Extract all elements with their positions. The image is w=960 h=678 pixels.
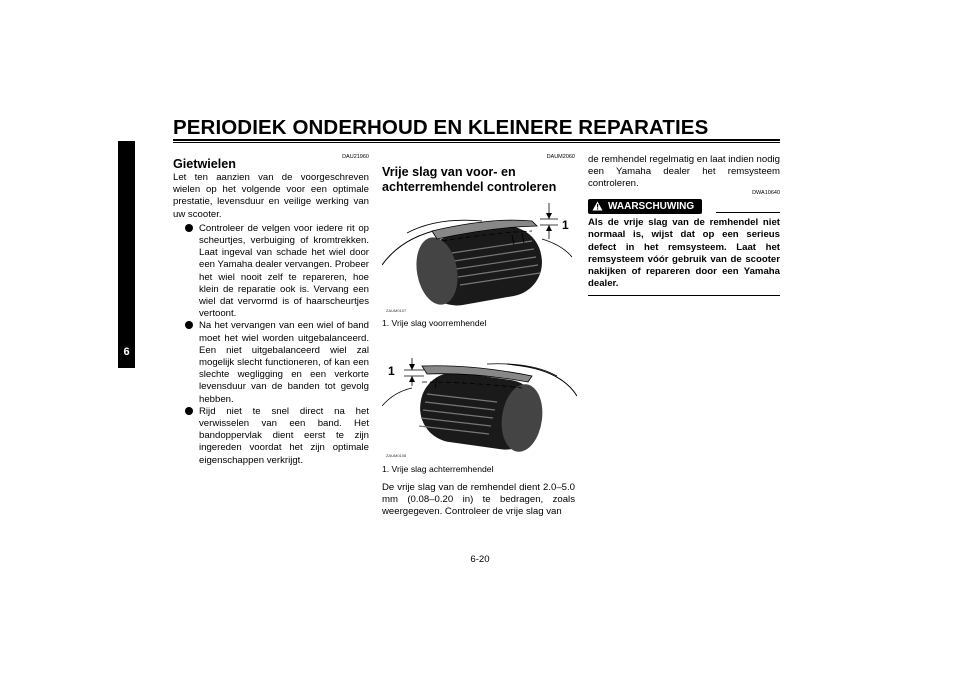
bullet-text: Na het vervangen van een wiel of band moet het wiel worden uitgebalanceerd. Een niet uitgebalanceerd wiel zal mogelijk slecht functioneren, of kan een slechte wegligging en een verkorte levensduur van de banden tot gevolg hebben. — [199, 320, 369, 405]
warning-rule-bottom — [588, 295, 780, 296]
figure-caption: 1. Vrije slag voorremhendel — [382, 318, 487, 328]
section-heading-gietwielen: Gietwielen — [173, 157, 236, 171]
intro-paragraph: Let ten aanzien van de voorgeschreven wielen op het volgende voor een optimale prestatie, levensduur en veilige werking van uw scooter. — [173, 172, 369, 220]
section-heading-line1: Vrije slag van voor- en — [382, 165, 516, 179]
chapter-number: 6 — [123, 346, 130, 358]
bullet-icon — [185, 224, 193, 232]
chapter-tab — [118, 141, 135, 368]
section-code: DAUM2060 — [546, 154, 575, 160]
page-title: PERIODIEK ONDERHOUD EN KLEINERE REPARATIES — [173, 116, 709, 139]
warning-rule-top — [716, 212, 780, 213]
figure-callout-1: 1 — [562, 218, 569, 232]
header-rule-thin — [173, 142, 780, 143]
bullet-text: Controleer de velgen voor iedere rit op scheurtjes, verbuiging of kromtrekken. Laat ingeval van schade het wiel door een Yamaha dealer vervangen. Probeer het wiel nooit zelf te repareren, hoe klein de reparatie ook is. Vervang een wiel dat vervormd is of haarscheurtjes vertoont. — [199, 222, 369, 320]
figure-caption: 1. Vrije slag achterremhendel — [382, 464, 494, 474]
rear-brake-lever-figure — [382, 336, 577, 460]
left-column — [173, 172, 369, 467]
warning-text: Als de vrije slag van de remhendel niet normaal is, wijst dat op een serieus defect in het remsysteem. Laat het remsysteem vóór gebruik van de scooter nakijken of repareren door een Yamaha dealer. — [588, 217, 780, 290]
figure-code: ZAUM0107 — [386, 308, 407, 313]
figure-callout-1: 1 — [388, 364, 395, 378]
section-code: DAU21960 — [342, 154, 369, 160]
warning-label: WAARSCHUWING — [608, 200, 695, 212]
freeplay-paragraph: De vrije slag van de remhendel dient 2.0–5.0 mm (0.08–0.20 in) te bedragen, zoals weergegeven. Controleer de vrije slag van — [382, 482, 575, 518]
warning-code: DWA10640 — [752, 190, 780, 196]
header-rule — [173, 139, 780, 141]
list-item — [185, 320, 369, 405]
figure-code: ZAUM0108 — [386, 453, 407, 458]
page-number: 6-20 — [470, 554, 490, 565]
continuation-paragraph: de remhendel regelmatig en laat indien nodig een Yamaha dealer het remsysteem controleren. — [588, 154, 781, 190]
warning-triangle-icon — [592, 201, 603, 211]
bullet-text: Rijd niet te snel direct na het verwisselen van een band. Het bandoppervlak dient eerst te zijn ingereden voordat het zijn optimale eigenschappen verkrijgt. — [199, 405, 369, 466]
list-item — [185, 223, 369, 321]
bullet-icon — [185, 407, 193, 415]
warning-badge — [588, 198, 702, 216]
bullet-icon — [185, 321, 193, 329]
list-item — [185, 406, 369, 467]
section-heading-line2: achterremhendel controleren — [382, 180, 557, 194]
front-brake-lever-figure — [382, 195, 577, 320]
